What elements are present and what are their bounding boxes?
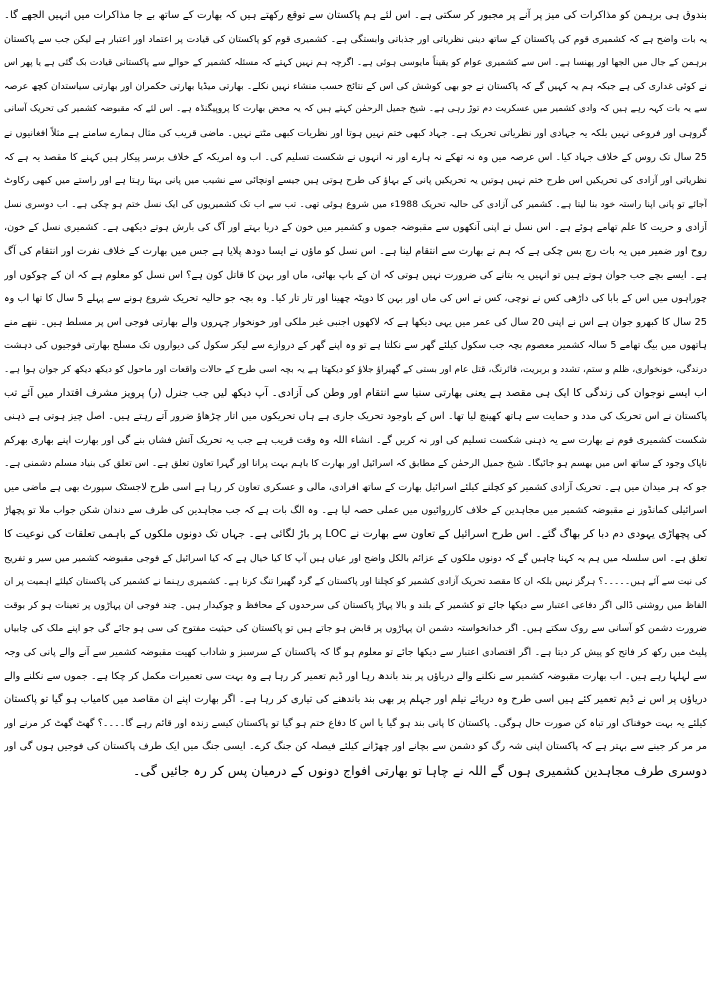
article-line: پاکستان نے اس تحریک کی مدد و حمایت سے ہاتھ کھینچ لیا تھا۔ اس کے باوجود تحریک جاری ہے ہاں تحریکوں میں اتار چڑھاؤ ضرور آتے رہتے ہیں۔ اصل چیز ہوتی ہے ذہنی — [4, 411, 707, 423]
article-line: نے کوئی غداری کی ہے جبکہ ہم یہ کہیں گے کہ پاکستان نے جو بھی کوشش کی اس کے نتائج حسب منشاء نہیں نکلے۔ بھارتی میڈیا بھارتی حکمران اور بھارتی سیاستدان کچھ عرصہ — [4, 80, 707, 92]
article-line: کی نیت سے آئے ہیں۔۔۔۔۔؟ ہرگز نہیں بلکہ ان کا مقصد تحریک آزادی کشمیر کو کچلنا اور پاکستان کے گرد گھیرا تنگ کرنا ہے۔ کشمیری رہنما نے کشمیر کی پاکستان کیلئے اہمیت پر ان — [4, 576, 707, 588]
article-line: ہے۔ ایسے بچے جب جوان ہوتے ہیں تو انہیں یہ بتانے کی ضرورت نہیں ہوتی کہ ان کے باپ بھائی، ماں اور بہن کا قاتل کون ہے؟ اس نسل کو معلوم ہے کہ ان کے چوکوں اور — [4, 269, 707, 281]
urdu-article-body — [4, 4, 707, 783]
article-line: الفاظ میں روشنی ڈالی اگر دفاعی اعتبار سے دیکھا جائے تو کشمیر کے بلند و بالا پہاڑ پاکستان کی سرحدوں کے محافظ و چوکیدار ہیں۔ چند فوجی ان پہاڑوں پر تعینات ہو کر بوقت — [4, 599, 707, 611]
article-line: دریاؤں پر اس نے ڈیم تعمیر کئے ہیں اسی طرح وہ دریائے نیلم اور جہلم پر بھی بند باندھنے کی تیاری کر رہا ہے۔ اگر بھارت اپنے ان مقاصد میں کامیاب ہو گیا تو پاکستان — [4, 694, 707, 706]
article-line: کیلئے یہ بہت خوفناک اور تباہ کن صورت حال ہوگی۔ پاکستان کا پانی بند ہو گیا یا اس کا دفاع ختم ہو گیا تو پاکستان کیسے زندہ اور قائم رہے گا۔۔۔۔؟ گھٹ گھٹ کر مرنے اور — [4, 717, 707, 729]
article-line: چوراہوں میں اس کے بابا کی داڑھی کس نے نوچی، کس نے اس کی ماں اور بہن کا دوپٹہ چھینا اور تار تار کیا۔ وہ بچہ جو حالیہ تحریک شروع ہونے سے پہلے 5 سال کا تھا اب وہ — [4, 293, 707, 305]
article-line-final: دوسری طرف مجاہدین کشمیری ہوں گے اللہ نے چاہا تو بھارتی افواج دونوں کے درمیان پس کر رہ جائیں گی۔ — [132, 763, 707, 778]
article-line: 25 سال تک روس کے خلاف جہاد کیا۔ اس عرصہ میں وہ نہ تھکے نہ ہارے اور نہ انہوں نے شکست تسلیم کی۔ اب وہ امریکہ کے خلاف برسر پیکار ہیں کہنے کا مقصد یہ ہے کہ — [4, 151, 707, 163]
article-line: پلیٹ میں رکھ کر فاتح کو پیش کر دیتا ہے۔ اگر اقتصادی اعتبار سے دیکھا جائے تو معلوم ہو گا کہ پاکستان کے سرسبز و شاداب کھیت مقبوضہ کشمیر سے آنے والے پانی کی وجہ — [4, 647, 707, 659]
article-line: آزادی و حریت کا علم تھامے ہوئے ہے۔ اس نسل نے اپنی آنکھوں سے مقبوضہ جموں و کشمیر میں خون کے دریا بہتے اور آگ کی بارش ہوتے دیکھی ہے۔ کشمیری نسل کے خون، — [4, 222, 707, 234]
article-line: روح اور ضمیر میں یہ بات رچ بس چکی ہے کہ ہم نے بھارت سے انتقام لینا ہے۔ اس نسل کو ماؤں نے ایسا دودھ پلایا ہے جس میں بھارت کے خلاف نفرت اور انتقام کی آگ — [4, 245, 707, 257]
article-line: ضرورت دشمن کو آسانی سے روک سکتے ہیں۔ اگر خدانخواستہ دشمن ان پہاڑوں پر قابض ہو جاتے ہیں تو پاکستان کی حیثیت مفتوح کی سی ہو جائے گی جو اپنے ملک کی چابیاں — [4, 623, 707, 635]
article-line: اسرائیلی کمانڈوز نے مقبوضہ کشمیر میں مجاہدین کے خلاف کارروائیوں میں عملی حصہ لیا ہے۔ وہ الگ بات ہے کہ جب مجاہدین کی طرف سے دندان شکن جواب ملا تو پچھاڑ — [4, 505, 707, 517]
article-line: 25 سال کا کبھرو جوان ہے اس نے اپنی 20 سال کی عمر میں یہی دیکھا ہے کہ لاکھوں اجنبی غیر ملکی اور خونخوار چہروں والے بھارتی فوجی اس پر مسلط ہیں۔ ننھے منے — [4, 316, 707, 328]
article-line: ناپاک وجود کے ساتھ اس میں بھسم ہو جائیگا۔ شیخ جمیل الرحمٰن کے مطابق کہ اسرائیل اور بھارت کا باہم بہت پرانا اور گہرا تعاون تعلق ہے۔ اس تعلق کی بنیاد مسلم دشمنی ہے۔ — [4, 458, 707, 470]
article-line: گروہی اور فروعی نہیں بلکہ یہ جہادی اور نظریاتی تحریک ہے۔ جہاد کبھی ختم نہیں ہوتا اور نظریات کبھی مٹتے نہیں۔ ماضی قریب کی مثال ہمارے سامنے ہے مثلاً افغانیوں نے — [4, 127, 707, 139]
article-line: بندوق ہی برہمن کو مذاکرات کی میز پر آنے پر مجبور کر سکتی ہے۔ اس لئے ہم پاکستان سے توقع رکھتے ہیں کہ بھارت کے ساتھ بے جا مذاکرات میں انہیں الجھے گا۔ — [4, 10, 707, 21]
article-line: جو کہ ہر میدان میں ہے۔ تحریک آزادی کشمیر کو کچلنے کیلئے اسرائیل بھارت کے ساتھ افرادی، مالی و عسکری تعاون کر رہا ہے اسی طرح لاجسٹک سپورٹ بھی ہے ماضی میں — [4, 481, 707, 493]
article-line: سے یہ بات کہہ رہے ہیں کہ وادی کشمیر میں عسکریت دم توڑ رہی ہے۔ شیخ جمیل الرحمٰن کہتے ہیں کہ یہ محض بھارت کا پروپیگنڈہ ہے۔ اس لئے کہ مقبوضہ کشمیر کی تحریک آسانی — [4, 104, 707, 115]
article-line: مر مر کر جینے سے بہتر ہے کہ پاکستان اپنی شہ رگ کو دشمن سے بچانے اور چھڑانے کیلئے فیصلہ کن جنگ کرے۔ ایسی جنگ میں ایک طرف پاکستان کی فوجیں ہوں گی اور — [4, 741, 707, 753]
article-line: ہاتھوں میں بیگ تھامے 5 سالہ کشمیر معصوم بچہ جب سکول کیلئے گھر سے نکلتا ہے تو وہ اپنے گھر کے دروازے سے لیکر سکول کی دیواروں تک مسلح بھارتی فوجیوں کی دہشت — [4, 340, 707, 352]
article-line: شکست کشمیری قوم نے بھارت سے یہ ذہنی شکست تسلیم کی اور نہ کریں گے۔ انشاء اللہ وہ وقت قریب ہے جب یہ تحریک آتش فشاں بنے گی اور بھارت اپنے بھاری بھرکم — [4, 434, 707, 446]
article-line: تعلق ہے۔ اس سلسلہ میں ہم یہ کہنا چاہیں گے کہ دونوں ملکوں کے عزائم بالکل واضح اور عیاں ہیں آپ کا کیا خیال ہے کہ کیا اسرائیل کے فوجی مقبوضہ کشمیر میں سیر و تفریح — [4, 552, 707, 564]
article-line: کی پچھاڑی یہودی دم دبا کر بھاگ گئے۔ اس طرح اسرائیل کے تعاون سے بھارت نے LOC پر باڑ لگائی ہے۔ جہاں تک دونوں ملکوں کے باہمی تعلقات کی نوعیت کا — [4, 528, 707, 541]
article-line: آجائے تو پانی اپنا راستہ خود بنا لیتا ہے۔ کشمیر کی آزادی کی حالیہ تحریک 1988ء میں شروع ہوئی تھی۔ تب سے اب تک کشمیریوں کی ایک نسل ختم ہو چکی ہے۔ اب دوسری نسل — [4, 198, 707, 210]
article-line: نظریاتی اور آزادی کی تحریکیں اس طرح ختم نہیں ہوتیں یہ تحریکیں پانی کے بہاؤ کی طرح ہوتی ہیں جیسے اونچائی سے نشیب میں پانی بہتا رہتا ہے اور راستے میں کبھی رکاوٹ — [4, 175, 707, 187]
article-line: یہ بات واضح ہے کہ کشمیری قوم کی پاکستان کے ساتھ دینی نظریاتی اور جذباتی وابستگی ہے۔ کشمیری قوم کو پاکستان کی قیادت پر اعتماد اور اعتبار ہے لیکن جب سے پاکستان — [4, 33, 707, 45]
article-line: درندگی، خونخواری، ظلم و ستم، تشدد و بربریت، فائرنگ، قتل عام اور بستی کے گھیراؤ جلاؤ کو دیکھتا ہے یہ بچہ اسی طرح کے حالات واقعات اور ماحول کو دیکھ دیکھ کر جوان ہوا ہے۔ — [4, 363, 707, 375]
article-line: برہمن کے جال میں الجھا اور پھنسا ہے۔ اس سے کشمیری عوام کو یقیناً مایوسی ہوئی ہے۔ اگرچہ ہم نہیں کہتے کہ مسئلہ کشمیر کے حوالے سے پاکستانی قیادت بک گئی ہے یا پھر اس — [4, 57, 707, 69]
article-line: اب ایسے نوجوان کی زندگی کا ایک ہی مقصد ہے یعنی بھارتی سنیا سے انتقام اور وطن کی آزادی۔ آپ دیکھ لیں جب جنرل (ر) پرویز مشرف اقتدار میں آئے تب — [4, 386, 707, 399]
article-line: سے لہلہا رہے ہیں۔ اب بھارت مقبوضہ کشمیر سے نکلنے والے دریاؤں پر بند باندھ رہا اور ڈیم تعمیر کر رہا ہے وہ بہت سی تعمیرات مکمل کر چکا ہے۔ جموں سے نکلنے والے — [4, 670, 707, 682]
